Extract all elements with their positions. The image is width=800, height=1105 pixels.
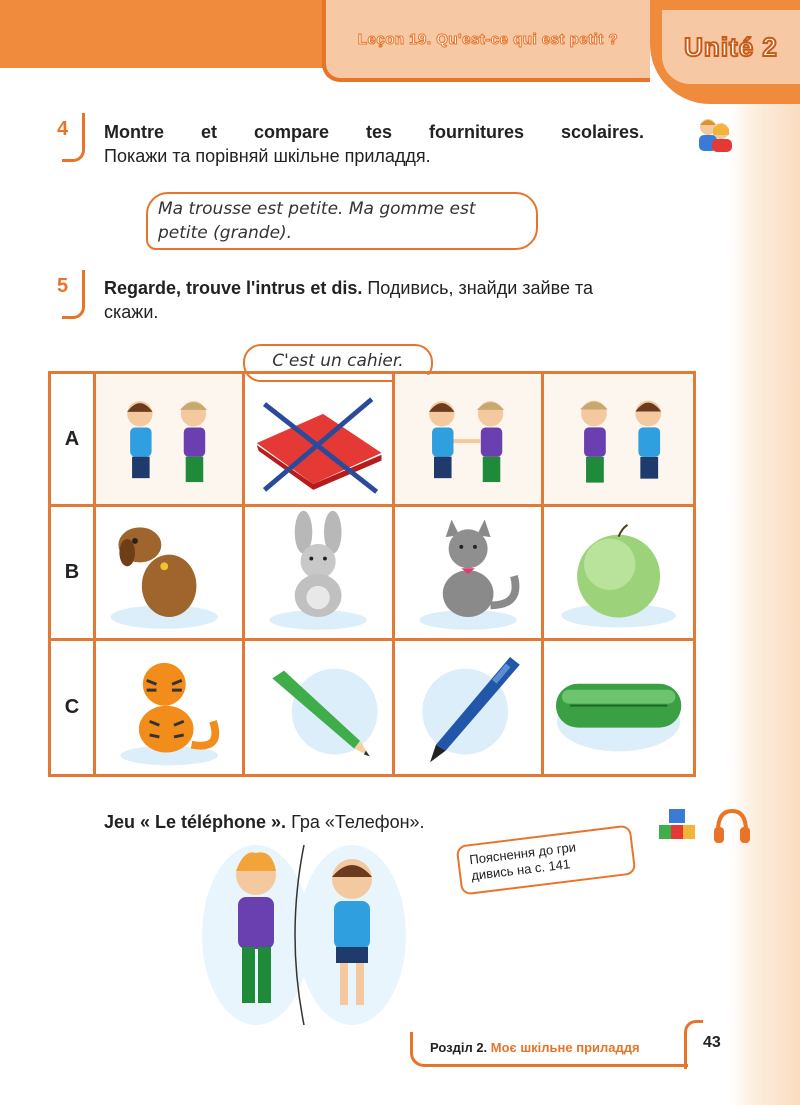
toy-tiger-image — [96, 641, 242, 774]
exercise-5-text-uk: Подивись, знайди зайве та скажи. — [104, 278, 594, 322]
grid-cell-c3[interactable] — [395, 641, 544, 774]
blocks-icon — [657, 807, 697, 845]
footer-section-label: Розділ 2. — [430, 1040, 488, 1055]
header-band — [0, 0, 330, 68]
exercise-5-title-fr: Regarde, trouve l'intrus et dis. — [104, 278, 363, 298]
children-waving-image-2 — [544, 374, 693, 504]
side-strip — [730, 0, 800, 1105]
headphones-icon — [710, 805, 754, 847]
grid-cell-c1[interactable] — [96, 641, 245, 774]
row-label-b: B — [51, 507, 96, 640]
grid-cell-a1[interactable] — [96, 374, 245, 507]
exercise-4-speech-bubble — [146, 192, 538, 250]
grid-cell-b2[interactable] — [245, 507, 394, 640]
dog-image — [96, 507, 242, 637]
row-label-a: A — [51, 374, 96, 507]
grid-cell-c2[interactable] — [245, 641, 394, 774]
children-waving-image — [96, 374, 242, 504]
exercise-4-bubble-text: Ma trousse est petite. Ma gomme est petite (grande). — [158, 199, 476, 243]
exercise-4-title-fr: Montre et compare tes fournitures scolaires. — [104, 122, 644, 142]
green-pencil-image — [245, 641, 391, 774]
grid-cell-a4[interactable] — [544, 374, 693, 507]
lesson-title: Leçon 19. Qu'est-ce qui est petit ? — [357, 30, 619, 48]
exercise-4-instructions — [104, 120, 644, 168]
grid-cell-a3[interactable] — [395, 374, 544, 507]
exercise-5-number: 5 — [57, 275, 69, 297]
unit-tab — [662, 10, 800, 84]
odd-one-out-grid — [48, 371, 696, 777]
children-handshake-image — [395, 374, 541, 504]
pair-work-icon — [693, 115, 735, 153]
grid-cell-b1[interactable] — [96, 507, 245, 640]
page-number: 43 — [703, 1034, 721, 1051]
grid-cell-a2[interactable] — [245, 374, 394, 507]
footer-section — [430, 1040, 640, 1055]
unit-label: Unité 2 — [684, 31, 778, 62]
page-number-bracket — [684, 1020, 703, 1069]
grid-cell-b4[interactable] — [544, 507, 693, 640]
footer-section-title: Моє шкільне приладдя — [490, 1040, 640, 1055]
grid-cell-c4[interactable] — [544, 641, 693, 774]
row-label-c: C — [51, 641, 96, 774]
lesson-title-tab — [322, 0, 650, 82]
exercise-4-text-uk: Покажи та порівняй шкільне приладдя. — [104, 146, 431, 166]
game-title-fr: Jeu « Le téléphone ». — [104, 812, 287, 832]
toy-cat-image — [395, 507, 541, 637]
pencil-case-image — [544, 641, 693, 774]
game-instructions — [104, 810, 564, 834]
toy-rabbit-image — [245, 507, 391, 637]
crossed-notebook-image — [245, 374, 391, 504]
telephone-game-illustration — [194, 845, 414, 1025]
grid-cell-b3[interactable] — [395, 507, 544, 640]
blue-pen-image — [395, 641, 541, 774]
game-note-text: Пояснення до гри дивись на с. 141 — [468, 839, 577, 884]
exercise-5-bubble-text: C'est un cahier. — [272, 351, 404, 371]
green-apple-image — [544, 507, 693, 637]
game-title-uk: Гра «Телефон». — [291, 812, 425, 832]
game-note — [456, 824, 637, 895]
exercise-4-number: 4 — [57, 118, 69, 140]
exercise-5-instructions — [104, 276, 644, 324]
